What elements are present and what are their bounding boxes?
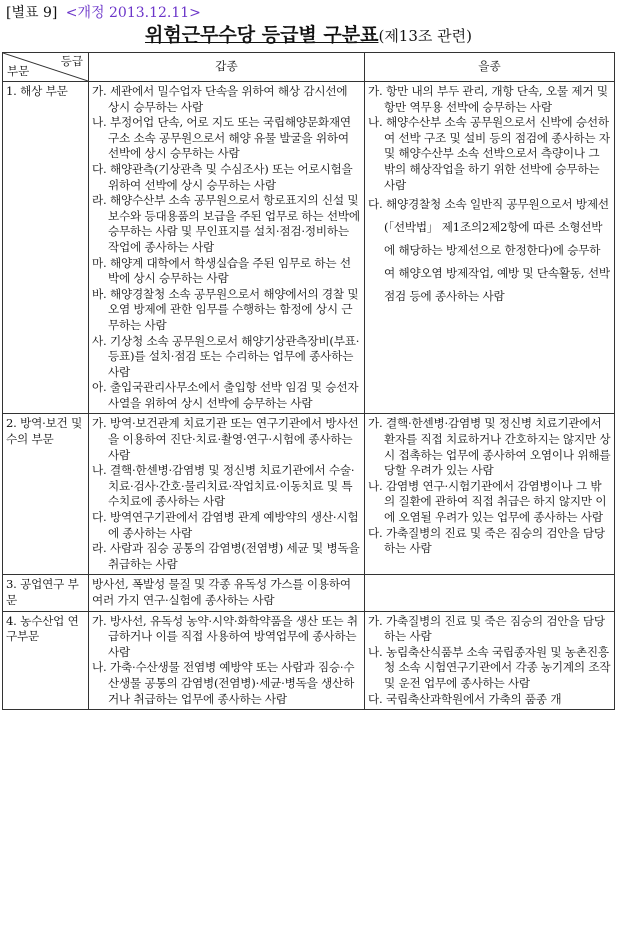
gap-cell bbox=[89, 82, 365, 414]
cell-text: 방사선, 폭발성 물질 및 각종 유독성 가스를 이용하여 여러 가지 연구·실험에 종사하는 사람 bbox=[92, 577, 351, 607]
gap-cell bbox=[89, 575, 365, 611]
table-row bbox=[3, 611, 615, 710]
category-cell: 2. 방역·보건 및 수의 부문 bbox=[3, 414, 89, 575]
list-item: 나. 결핵·한센병·감염병 및 정신병 치료기관에서 수술·치료·검사·간호·물리치료·작업치료·이동치료 및 특수치료에 종사하는 사람 bbox=[92, 463, 355, 509]
list-item: 다. 해양경찰청 소속 일반직 공무원으로서 방제선(「선박법」 제1조의2제2항에 따른 소형선박에 해당하는 방제선으로 한정한다)에 승무하여 해양오염 방제작업, 예방 및 단속활동, 선박점검 등에 종사하는 사람 bbox=[368, 197, 610, 304]
table-row bbox=[3, 414, 615, 575]
amendment-link[interactable]: <개정 2013.12.11> bbox=[65, 5, 201, 21]
list-item: 가. 방역·보건관계 치료기관 또는 연구기관에서 방사선을 이용하여 진단·치료·촬영·연구·시험에 종사하는 사람 bbox=[92, 416, 359, 462]
eul-cell bbox=[365, 82, 615, 414]
list-item: 가. 가축질병의 진료 및 죽은 짐승의 검안을 담당하는 사람 bbox=[368, 613, 605, 644]
table-row bbox=[3, 82, 615, 414]
gap-cell bbox=[89, 414, 365, 575]
title-sub: (제13조 관련) bbox=[378, 27, 472, 45]
list-item: 라. 해양수산부 소속 공무원으로서 항로표지의 신설 및 보수와 등대용품의 보급을 주된 업무로 하는 선박에 승무하는 사람 및 무인표지를 설치·점검·정비하는 작업에 종사하는 사람 bbox=[92, 193, 360, 254]
list-item: 사. 기상청 소속 공무원으로서 해양기상관측장비(부표·등표)를 설치·점검 또는 수리하는 업무에 종사하는 사람 bbox=[92, 333, 360, 379]
eul-cell bbox=[365, 414, 615, 575]
list-item: 나. 감염병 연구·시험기관에서 감염병이나 그 밖의 질환에 관하여 직접 취급은 하지 않지만 이에 오염될 우려가 있는 업무에 종사하는 사람 bbox=[368, 478, 607, 525]
table-row bbox=[3, 575, 615, 611]
list-item: 나. 농림축산식품부 소속 국립종자원 및 농촌진흥청 소속 시험연구기관에서 각종 농기계의 조작 및 운전 업무에 종사하는 사람 bbox=[368, 644, 611, 690]
page-title bbox=[0, 20, 617, 47]
corner-sector-label: 부문 bbox=[7, 64, 30, 79]
list-item: 나. 해양수산부 소속 공무원으로서 신박에 승선하여 선박 구조 및 설비 등의 점검에 종사하는 자 및 해양수산부 소속 선박으로서 측량이나 그 밖의 해상작업을 하기 위한 선박에 승무하는 사람 bbox=[368, 115, 610, 192]
corner-grade-label: 등급 bbox=[60, 54, 83, 68]
category-cell: 3. 공업연구 부문 bbox=[3, 575, 89, 611]
category-cell: 1. 해상 부문 bbox=[3, 82, 89, 414]
list-item: 다. 방역연구기관에서 감염병 관계 예방약의 생산·시험에 종사하는 사람 bbox=[92, 510, 359, 540]
title-main: 위험근무수당 등급별 구분표 bbox=[144, 24, 379, 46]
eul-cell bbox=[365, 575, 615, 611]
list-item: 바. 해양경찰청 소속 공무원으로서 해양에서의 경찰 및 오염 방제에 관한 임무를 수행하는 함정에 상시 근무하는 사람 bbox=[92, 286, 359, 332]
category-cell: 4. 농수산업 연구부문 bbox=[3, 611, 89, 710]
list-item: 다. 가축질병의 진료 및 죽은 짐승의 검안을 담당하는 사람 bbox=[368, 525, 605, 556]
annex-header bbox=[6, 2, 201, 22]
list-item: 다. 해양관측(기상관측 및 수심조사) 또는 어로시험을 위하여 선박에 상시 승무하는 사람 bbox=[92, 161, 353, 192]
list-item: 다. 국립축산과학원에서 가축의 품종 개 bbox=[368, 691, 562, 706]
list-item: 아. 출입국관리사무소에서 출입항 선박 임검 및 승선자 사열을 위하여 상시 선박에 승무하는 사람 bbox=[92, 380, 359, 410]
column-header-gap: 갑종 bbox=[89, 53, 365, 82]
gap-cell bbox=[89, 611, 365, 710]
table-header-row bbox=[3, 53, 615, 82]
list-item: 나. 가축·수산생물 전염병 예방약 또는 사람과 짐승·수산생물 공통의 감염병(전염병)·세균·병독을 생산하거나 취급하는 업무에 종사하는 사람 bbox=[92, 660, 355, 706]
list-item: 가. 세관에서 밀수업자 단속을 위하여 해상 감시선에 상시 승무하는 사람 bbox=[92, 84, 348, 114]
eul-cell bbox=[365, 611, 615, 710]
corner-cell bbox=[3, 53, 89, 82]
list-item: 나. 부정어업 단속, 어로 지도 또는 국립해양문화재연구소 소속 공무원으로서 해양 유물 발굴을 위하여 선박에 상시 승무하는 사람 bbox=[92, 115, 351, 161]
annex-label: [별표 9] bbox=[6, 5, 58, 21]
column-header-eul: 을종 bbox=[365, 53, 615, 82]
list-item: 가. 항만 내의 부두 관리, 개항 단속, 오물 제거 및 항만 역무용 선박에 승무하는 사람 bbox=[368, 84, 608, 114]
list-item: 라. 사람과 짐승 공통의 감염병(전염병) 세균 및 병독을 취급하는 사람 bbox=[92, 541, 360, 571]
list-item: 가. 방사선, 유독성 농약·시약·화학약품을 생산 또는 취급하거나 이를 직접 사용하여 방역업무에 종사하는 사람 bbox=[92, 613, 358, 659]
grade-table bbox=[2, 52, 615, 710]
list-item: 가. 결핵·한센병·감염병 및 정신병 치료기관에서 환자를 직접 치료하거나 간호하지는 않지만 상시 접촉하는 업무에 종사하여 오염이나 위해를 당할 우려가 있는 사람 bbox=[368, 416, 611, 478]
list-item: 마. 해양계 대학에서 학생실습을 주된 임무로 하는 선박에 상시 승무하는 사람 bbox=[92, 255, 351, 286]
